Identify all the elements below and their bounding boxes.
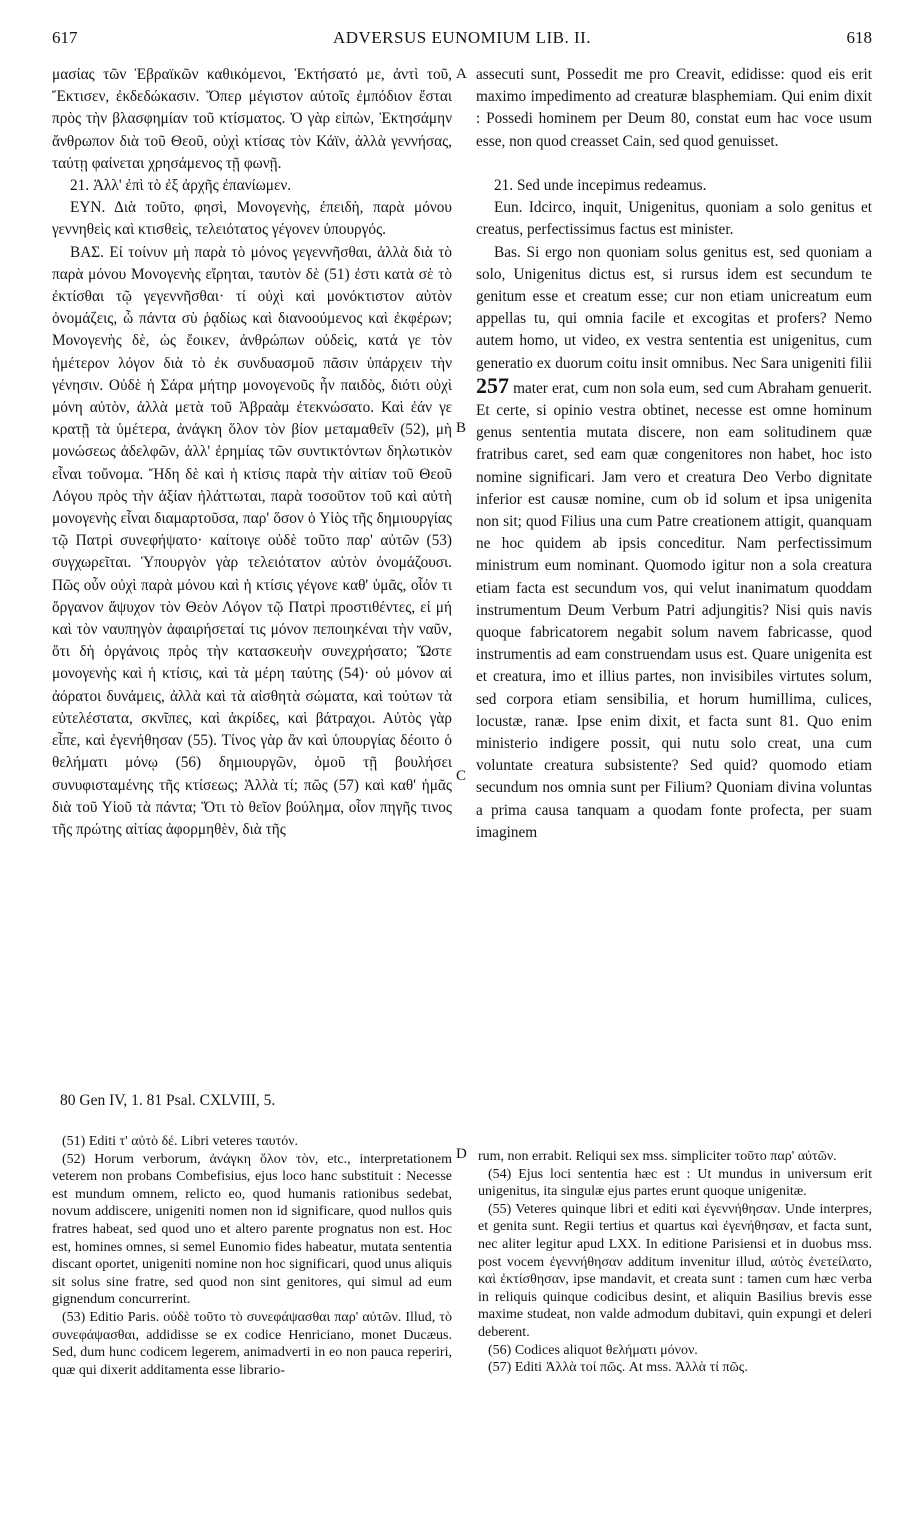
left-page-number: 617 [52,28,78,47]
footnotes-right [478,1148,872,1377]
running-header [52,28,872,52]
margin-letter-c: C [456,768,467,784]
footnote-57: (57) Editi Ἀλλὰ τοί πῶς. At mss. Ἀλλὰ τί πῶς. [488,1360,748,1376]
greek-column [52,64,452,841]
greek-para-4: ΒΑΣ. Εἰ τοίνυν μὴ παρὰ τὸ μόνος γεγεννῆσθαι, ἀλλὰ διὰ τὸ παρὰ μόνου Μονογενὴς εἴρηται, ταυτὸν δὲ (51) ἐστι κατὰ σὲ τὸ ἐκτίσθαι τῷ γεγεννῆσθαι· τί οὐχὶ καὶ μονόκτιστον αὐτὸν ὀνομάζεις, ὦ πάντα σὺ ῥᾳδίως καὶ διανοούμενος καὶ ἐκφέρων; Μονογενὴς δὲ, ὡς ἔοικεν, ἀνθρώπων οὐδεὶς, κατά γε τὸν ἡμέτερον λόγον διὰ τὸ ἐκ συνδυασμοῦ πᾶσιν ὑπάρχειν τὴν γένησιν. Οὐδὲ ἡ Σάρα μήτηρ μονογενοῦς ἦν παιδὸς, διότι οὐχὶ μόνη αὐτὸν, ἀλλὰ μετὰ τοῦ Ἀβραὰμ ἐτεκνώσατο. Καὶ ἐάν γε κρατῇ τὰ ὑμέτερα, ἀνάγκη ὅλον τὸν βίον μεταμαθεῖν (52), μὴ μονώσεως ἀδελφῶν, ἀλλ' ἐρημίας τῶν συντικτόντων δηλωτικὸν εἶναι τοὔνομα. Ἤδη δὲ καὶ ἡ κτίσις παρὰ τὴν αἰτίαν τοῦ Θεοῦ Λόγου πρὸς τὴν ἀξίαν ἠλάττωται, παρὰ τοσοῦτον τοῦ καὶ αὐτὴ μονογενὴς εἶναι διαμαρτοῦσα, παρ' ὅσον ὁ Υἱὸς τῆς δημιουργίας τῷ Πατρὶ συνεφήψατο· καίτοιγε οὐδὲ τοῦτο παρ' αὐτῶν (53) συγχωρεῖται. Ὑπουργὸν γὰρ τελειότατον αὐτὸν ὀνομάζουσι. Πῶς οὖν οὐχὶ παρὰ μόνου καὶ ἡ κτίσις γέγονε καθ' ὑμᾶς, οἷόν τι ὄργανον ἄψυχον τὸν Θεὸν Λόγον τῷ Πατρὶ προστιθέντες, εἰ μή καὶ τὸν ναυπηγὸν ἀφαιρήσεταί τις μόνον πεποιηκέναι τὴν ναῦν, ὅτι δὴ ὀργάνοις πρὸς τὴν κατασκευὴν συνεχρήσατο; Ὥστε μονογενὴς καὶ ἡ κτίσις, καὶ τὰ μέρη ταύτης (54)· οὐ μόνον αἱ ἀόρατοι δυνάμεις, ἀλλὰ καὶ τὰ αἰσθητὰ σώματα, καὶ τούτων τὰ εὐτελέστατα, σκνῖπες, καὶ ἀκρίδες, καὶ βάτραχοι. Αὐτὸς γὰρ εἶπε, καὶ ἐγενήθησαν (55). Τίνος γὰρ ἂν καὶ ὑπουργίας δέοιτο ὁ θελήματι μόνῳ (56) δημιουργῶν, ὁμοῦ τῇ βουλήσει συνυφισταμένης τῆς κτίσεως; Ἀλλὰ τί; πῶς (57) καὶ καθ' ἡμᾶς διὰ τοῦ Υἱοῦ τὰ πάντα; Ὅτι τὸ θεῖον βούλημα, οἷον πηγῆς τινος τῆς πρώτης αἰτίας ἀφορμηθὲν, διὰ τῆς [52,243,452,838]
footnote-54: (54) Ejus loci sententia hæc est : Ut mundus in universum erit unigenitus, ita singulæ ejus partes erunt quoque unigenitæ. [478,1166,872,1200]
margin-letter-b: B [456,420,467,436]
footnote-56: (56) Codices aliquot θελήματι μόνον. [488,1342,698,1358]
right-page-number: 618 [846,28,872,47]
latin-para-3: Eun. Idcirco, inquit, Unigenitus, quoniam a solo genitus et creatus, perfectissimus factus est minister. [476,199,872,239]
inline-page-number: 257 [476,372,509,398]
latin-para-4 [476,242,872,844]
footnote-53: (53) Editio Paris. οὐδὲ τοῦτο τὸ συνεφάψασθαι παρ' αὐτῶν. Illud, τὸ συνεφάψασθαι, addidisse se ex codice Henriciano, monet Ducæus. Sed, dum hunc codicem legerem, animadverti in eo non pauca reperiri, quæ qui dixerit additamenta esse librario- [52,1309,452,1378]
scripture-references: 80 Gen IV, 1. 81 Psal. CXLVIII, 5. [60,1092,276,1109]
latin-para-1: assecuti sunt, Possedit me pro Creavit, edidisse: quod eis erit maximo impedimento ad creaturæ blasphemiam. Qui enim dixit : Possedi hominem per Deum 80, constat eum hac voce usum esse, non quod creasset Cain, sed quod genuisset. [476,66,872,150]
greek-para-2: 21. Ἀλλ' ἐπὶ τὸ ἐξ ἀρχῆς ἐπανίωμεν. [70,177,292,195]
margin-letter-a: A [456,66,467,82]
footnote-52: (52) Horum verborum, ἀνάγκη ὅλον τὸν, etc., interpretationem veterem non probans Combefisius, ejus loco hanc substituit : Necesse est mundum omnem, relicto eo, quod humanis rationibus sedebat, novum addiscere, unigeniti nomen non id significare, quod nullos quis fratres habeat, sed quod uno et altero parente prognatus non est. Hoc est, homines omnes, si semel Eunomio fides habeatur, mutata sententia discant oportet, unigeniti nomine non hoc significari, quod unus aliquis sit solus sine fratre, sed quod non sint genitores, qui simul ad eum gignendum concurrerint. [52,1151,452,1308]
footnote-51: (51) Editi τ' αὐτὸ δέ. Libri veteres ταυτόν. [62,1134,299,1149]
greek-para-3: ΕΥΝ. Διὰ τοῦτο, φησὶ, Μονογενὴς, ἐπειδὴ, παρὰ μόνου γεννηθεὶς καὶ κτισθεὶς, τελειότατος γέγονεν ὑπουργός. [52,199,452,239]
latin-column [476,64,872,844]
latin-para-4b: mater erat, cum non sola eum, sed cum Abraham genuerit. Et certe, si opinio vestra obtinet, necesse est omne hominum genus sententia mutata discere, non eam solitudinem quæ fratribus caret, sed eam quæ congenitores non habet, hoc isto nomine significari. Jam vero et creatura Deo Verbo dignitate inferior est causæ nomine, cum ob id solum et ipsa unigenita non sit; quod Filius una cum Patre creationem attigit, quanquam ne hoc quidem ab ipsis conceditur. Nam perfectissimum ministrum eum nominant. Quomodo igitur non a sola creatura etiam facta est secundum vos, qui velut inanimatum quoddam instrumentum Deum Verbum Patri adjungitis? Nisi quis navis quoque fabricatorem negabit solum navem fabricasse, quod instrumentis ad eam construendam usus est. Quare unigenita est et creatura, imo et illius partes, non invisibiles virtutes solum, sed corpora etiam sensibilia, et horum humillima, culices, locustæ, ranæ. Ipse enim dixit, et facta sunt 81. Quo enim ministerio indigere possit, qui nutu solo creat, una cum voluntate creatura subsistente? Sed quid? quomodo etiam secundum nos omnia sunt per Filium? Quoniam divina voluntas a prima causa tanquam a quodam fonte profecta, per suam imaginem [476,379,872,841]
latin-para-2: 21. Sed unde incepimus redeamus. [494,177,707,194]
footnote-53-continued: rum, non errabit. Reliqui sex mss. simpliciter τοῦτο παρ' αὐτῶν. [478,1149,837,1164]
footnote-55: (55) Veteres quinque libri et editi καὶ ἐγεννήθησαν. Unde interpres, et genita sunt. Regii tertius et quartus καὶ ἐγενήθησαν, et facta sunt, nec aliter legitur apud LXX. In editione Parisiensi et in duobus mss. post vocem ἐγεννήθησαν additum invenitur illud, αὐτὸς ἐνετείλατο, καὶ ἐκτίσθησαν, ipse mandavit, et creata sunt : tamen cum hæc verba in reliquis quinque codicibus desint, et aliquin Basilius brevis esse maxime studeat, non valde admodum dubitavi, quin expungi et deleri deberent. [478,1201,872,1340]
margin-letter-d: D [456,1146,467,1162]
running-title: ADVERSUS EUNOMIUM LIB. II. [332,28,592,47]
greek-para-1: μασίας τῶν Ἑβραϊκῶν καθικόμενοι, Ἐκτήσατό με, ἀντὶ τοῦ, Ἔκτισεν, ἐκδεδώκασιν. Ὅπερ μέγιστον αὐτοῖς ἐμπόδιον ἔσται πρὸς τὴν βλασφημίαν τοῦ κτίσματος. Ὁ γὰρ εἰπὼν, Ἐκτησάμην ἄνθρωπον διὰ τοῦ Θεοῦ, οὐχὶ κτίσας τὸν Κάϊν, ἀλλὰ γεννήσας, ταύτῃ φαίνεται χρησάμενος τῇ φωνῇ. [52,66,452,172]
paragraph-gap [476,153,872,175]
latin-para-4a: Bas. Si ergo non quoniam solus genitus est, sed quoniam a solo, Unigenitus dictus est, si rursus idem est secundum te genitum esse et creatum esse; cur non etiam unicreatum eum appellas tu, qui omnia facile et excogitas et profers? Nemo autem homo, ut video, ex vestra sententia est unigenitus, cum generatio ex duorum coitu insit omnibus. Nec Sara unigeniti filii [476,243,872,372]
footnotes-left [52,1133,452,1379]
